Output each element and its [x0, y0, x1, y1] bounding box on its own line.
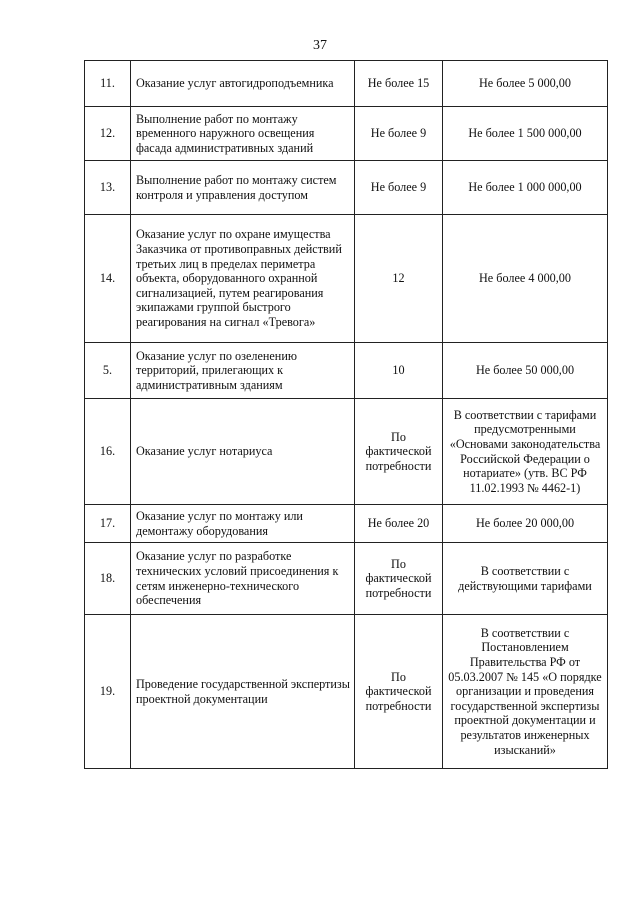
table-row [85, 399, 608, 505]
service-price: Не более 4 000,00 [443, 215, 608, 343]
table-row [85, 343, 608, 399]
service-price: В соответствии с тарифами предусмотренными «Основами законодательства Российской Федерации о нотариате» (утв. ВС РФ 11.02.1993 № 4462-1) [443, 399, 608, 505]
service-name: Оказание услуг нотариуса [131, 399, 355, 505]
service-name: Оказание услуг автогидроподъемника [131, 61, 355, 107]
table-row [85, 543, 608, 615]
service-quantity: 12 [355, 215, 443, 343]
row-number: 13. [85, 161, 131, 215]
service-quantity: По фактической потребности [355, 543, 443, 615]
service-price: Не более 5 000,00 [443, 61, 608, 107]
service-price: В соответствии с Постановлением Правительства РФ от 05.03.2007 № 145 «О порядке организации и проведения государственной экспертизы проектной документации и результатов инженерных изысканий» [443, 615, 608, 769]
table-row [85, 615, 608, 769]
service-price: Не более 20 000,00 [443, 505, 608, 543]
service-name: Оказание услуг по охране имущества Заказчика от противоправных действий третьих лиц в пределах периметра объекта, оборудованного охранной сигнализацией, путем реагирования экипажами группой быстрого реагирования на сигнал «Тревога» [131, 215, 355, 343]
service-name: Оказание услуг по озеленению территорий, прилегающих к административным зданиям [131, 343, 355, 399]
service-name: Оказание услуг по монтажу или демонтажу оборудования [131, 505, 355, 543]
row-number: 5. [85, 343, 131, 399]
service-price: В соответствии с действующими тарифами [443, 543, 608, 615]
row-number: 11. [85, 61, 131, 107]
table-row [85, 161, 608, 215]
table-row [85, 215, 608, 343]
row-number: 18. [85, 543, 131, 615]
service-quantity: Не более 9 [355, 161, 443, 215]
row-number: 19. [85, 615, 131, 769]
service-quantity: Не более 9 [355, 107, 443, 161]
table-row [85, 61, 608, 107]
row-number: 16. [85, 399, 131, 505]
service-quantity: 10 [355, 343, 443, 399]
service-name: Проведение государственной экспертизы проектной документации [131, 615, 355, 769]
row-number: 17. [85, 505, 131, 543]
service-quantity: Не более 20 [355, 505, 443, 543]
row-number: 14. [85, 215, 131, 343]
services-table [84, 60, 608, 769]
service-name: Выполнение работ по монтажу временного наружного освещения фасада административных зданий [131, 107, 355, 161]
page-number: 37 [313, 38, 327, 53]
service-price: Не более 1 500 000,00 [443, 107, 608, 161]
service-price: Не более 50 000,00 [443, 343, 608, 399]
service-price: Не более 1 000 000,00 [443, 161, 608, 215]
service-name: Выполнение работ по монтажу систем контроля и управления доступом [131, 161, 355, 215]
row-number: 12. [85, 107, 131, 161]
service-quantity: По фактической потребности [355, 399, 443, 505]
table-row [85, 505, 608, 543]
table-row [85, 107, 608, 161]
service-quantity: Не более 15 [355, 61, 443, 107]
service-name: Оказание услуг по разработке технических условий присоединения к сетям инженерно-технического обеспечения [131, 543, 355, 615]
service-quantity: По фактической потребности [355, 615, 443, 769]
